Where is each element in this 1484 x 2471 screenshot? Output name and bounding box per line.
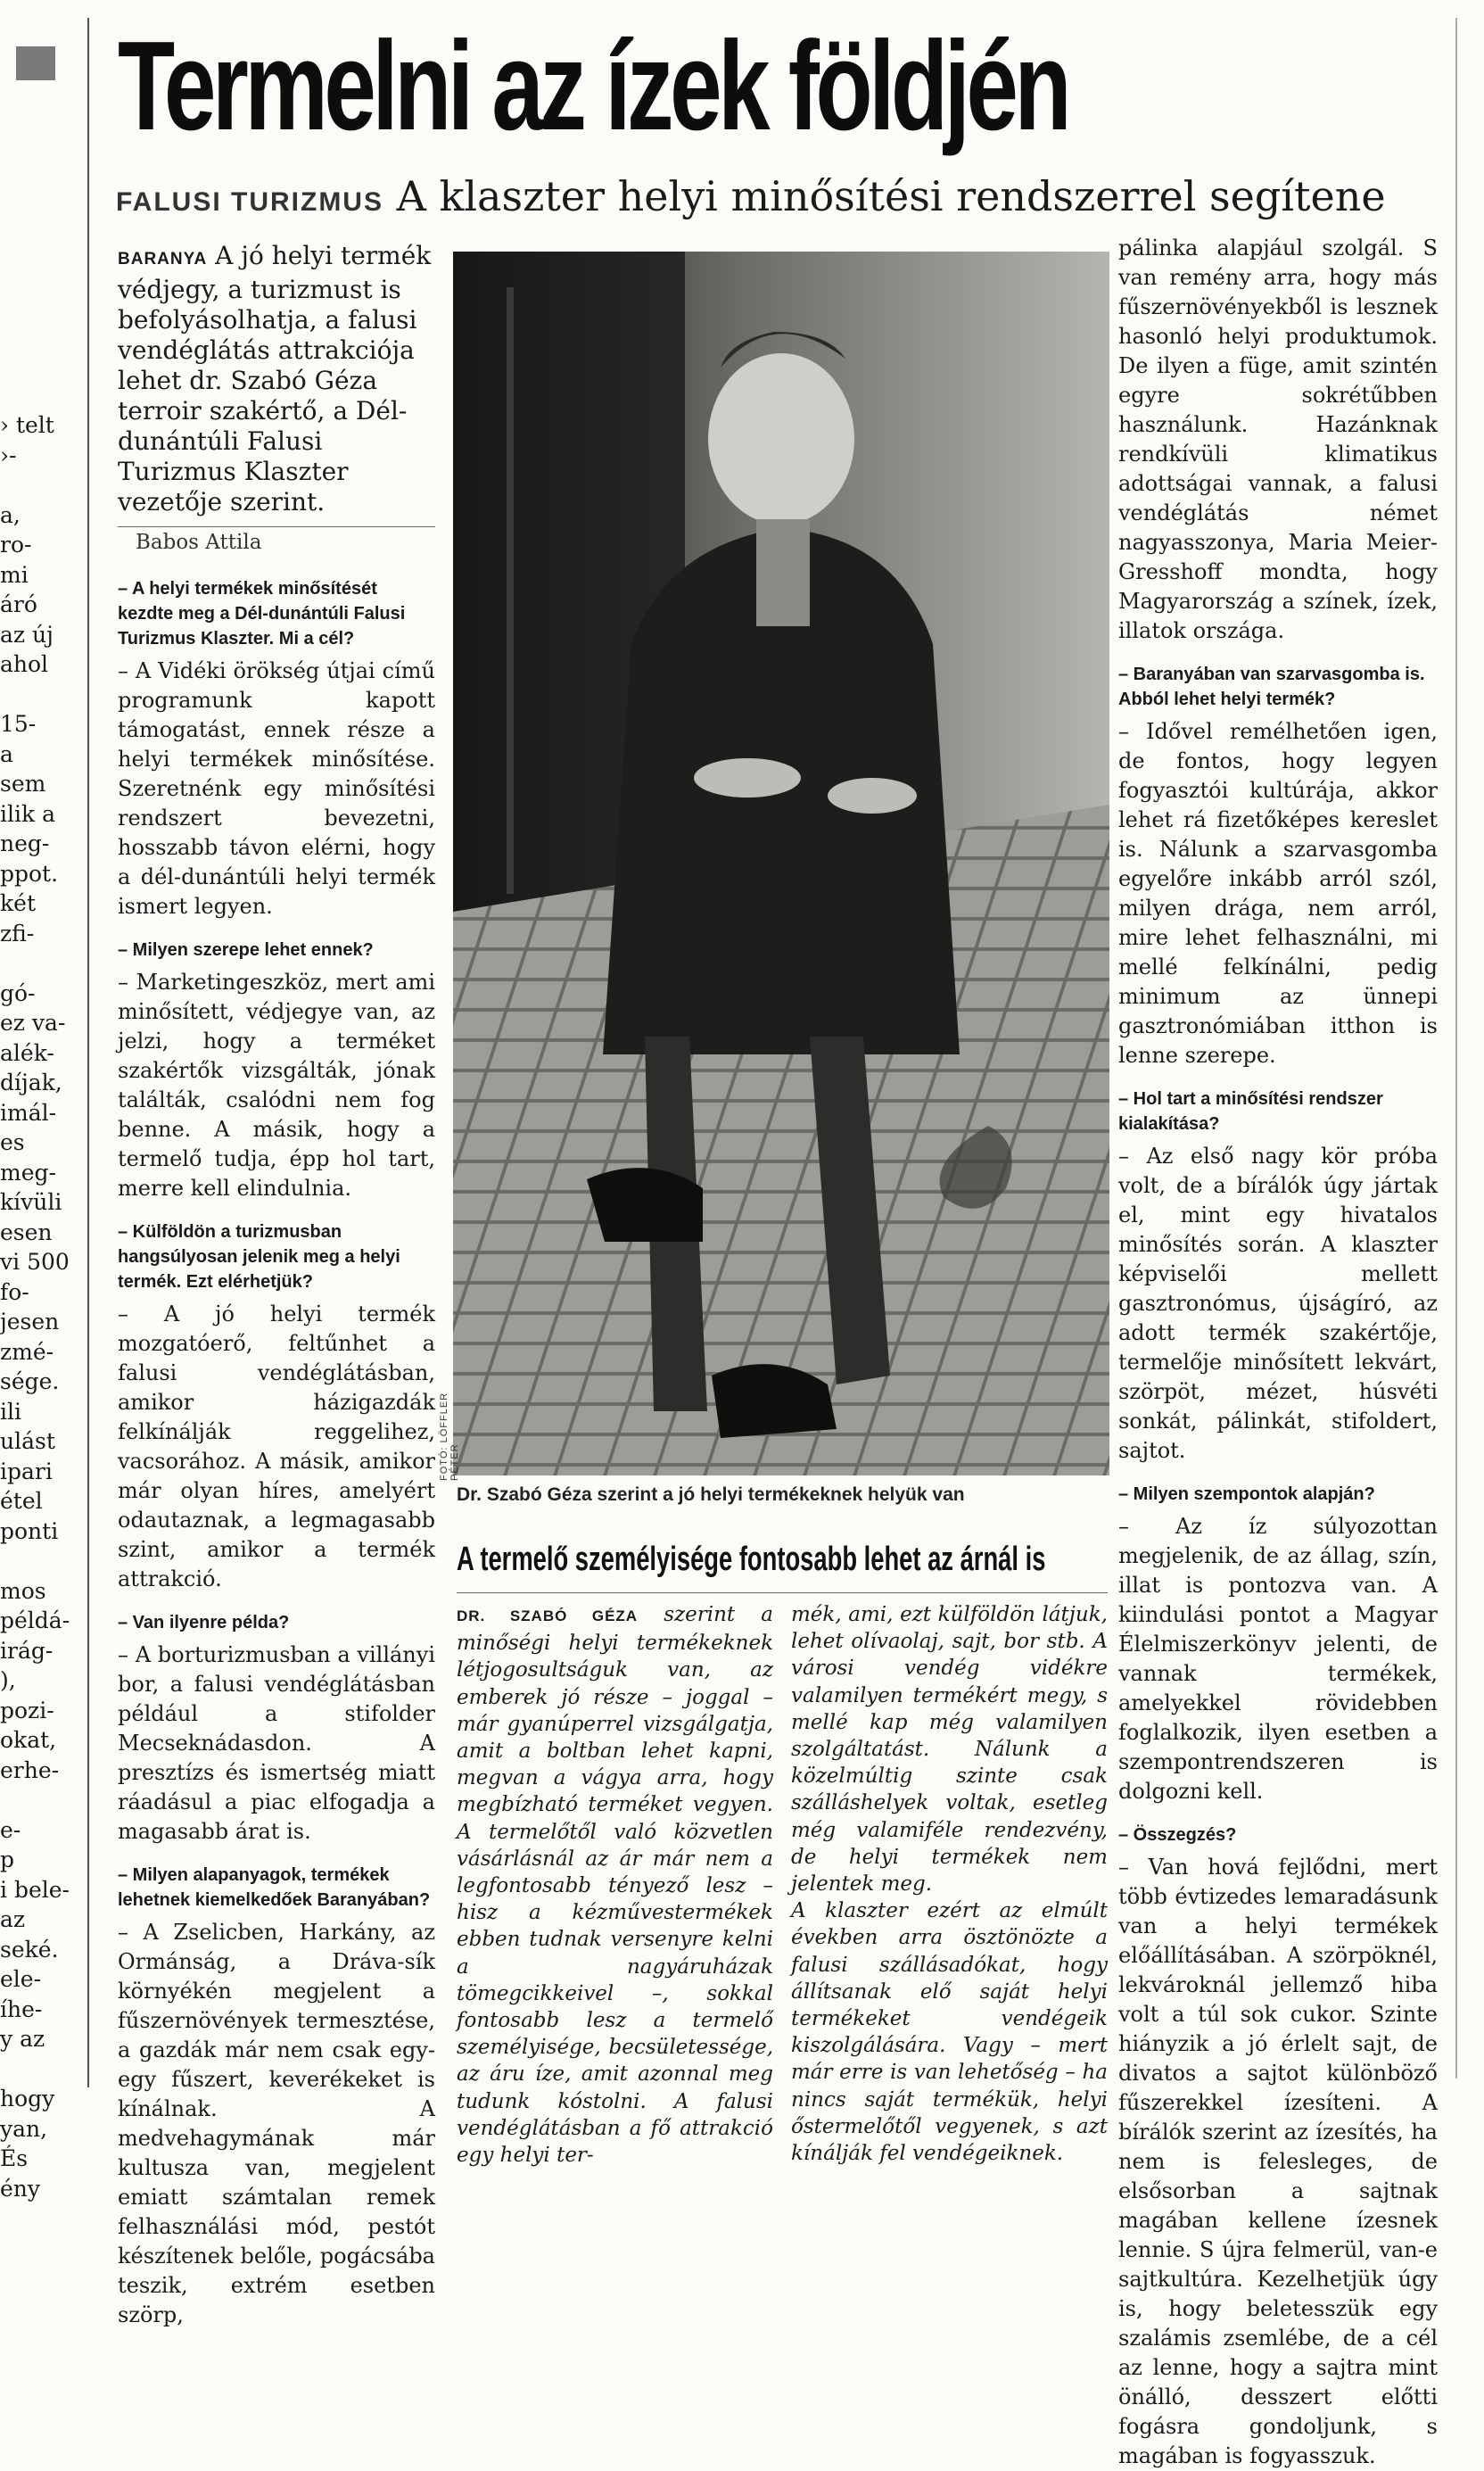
fragment-line: sem xyxy=(0,771,46,797)
answer: – Idővel remélhetően igen, de fontos, hogy legyen fogyasztói kultúrája, akkor lehet rá fizetőképes kereslet is. Nálunk a szarvasgomba egyelőre inkább arról szól, milyen drága, nem arról, mire lehet felhasználni, mi mellé felkínálni, pedig minimum az ünnepi gasztronómiában itthon is lenne szerepe. xyxy=(1118,719,1438,1068)
answer: – A jó helyi termék mozgatóerő, feltűnhet a falusi vendéglátásban, amikor házigazdák felkínálják reggelihez, vacsorához. A másik, amikor már olyan híres, amelyért odautaznak, a legmagasabb szint, amikor a termék attrakció. xyxy=(118,1302,435,1591)
interview-item xyxy=(118,938,435,1203)
subject-name: DR. SZABÓ GÉZA xyxy=(457,1607,639,1624)
fragment-line xyxy=(0,680,82,710)
fragment-line xyxy=(0,1546,82,1576)
fragment-line: fo- xyxy=(0,1278,29,1305)
interview-item xyxy=(118,1610,435,1847)
interview-left-column xyxy=(118,560,435,2330)
fragment-line: hogy xyxy=(0,2086,55,2112)
fragment-line: 15- xyxy=(0,711,37,737)
fragment-line: y az xyxy=(0,2026,45,2052)
interview-item xyxy=(1118,1822,1438,2471)
fragment-line: kívüli xyxy=(0,1189,62,1215)
page-edge-rule xyxy=(1455,18,1457,2078)
fragment-line: p xyxy=(0,1847,15,1872)
subheadline xyxy=(116,169,1386,229)
fragment-line: íhe- xyxy=(0,1996,43,2022)
interview-item xyxy=(118,576,435,921)
question: – Van ilyenre példa? xyxy=(118,1613,290,1632)
fragment-line: ipari xyxy=(0,1458,53,1484)
question: – Milyen alapanyagok, termékek lehetnek kiemelkedőek Baranyában? xyxy=(118,1865,431,1910)
fragment-line: jesen xyxy=(0,1309,60,1335)
fragment-line: a xyxy=(0,740,13,767)
fragment-line: ppot. xyxy=(0,860,59,887)
photo-illustration xyxy=(453,252,1109,1475)
author: Babos Attila xyxy=(136,531,262,554)
fragment-line: sége. xyxy=(0,1368,60,1394)
question: – Milyen szempontok alapján? xyxy=(1118,1484,1375,1504)
answer: – A borturizmusban a villányi bor, a falusi vendéglátásban például a stifolder Mecseknádasdon. A presztízs és ismertség miatt ráadásul a piac elfogadja a magasabb árat is. xyxy=(118,1642,435,1844)
fragment-line: esen xyxy=(0,1219,53,1245)
fragment-line: pozi- xyxy=(0,1697,54,1723)
fragment-line: díjak, xyxy=(0,1070,62,1095)
question: – Hol tart a minősítési rendszer kialakítása? xyxy=(1118,1089,1383,1134)
fragment-line: ény xyxy=(0,2175,41,2202)
fragment-line: ro- xyxy=(0,532,32,558)
fragment-line: neg- xyxy=(0,831,50,856)
lead-text: A jó helyi termék védjegy, a turizmust is befolyásolhatja, a falusi vendéglátás attrakciója lehet dr. Szabó Géza terroir szakértő, a Dél-dunántúli Falusi Turizmus Klaszter vezetője szerint. xyxy=(118,241,432,517)
fragment-line: vi 500 xyxy=(0,1249,70,1275)
photo-credit: FOTÓ: LÖFFLER PÉTER xyxy=(439,1392,460,1481)
question: – Külföldön a turizmusban hangsúlyosan jelenik meg a helyi termék. Ezt elérhetjük? xyxy=(118,1222,400,1292)
portrait-photo xyxy=(453,252,1109,1475)
answer: – Az íz súlyozottan megjelenik, de az állag, szín, illat is pontozva van. A kiindulási pontot a Magyar Élelmiszerkönyv jelenti, de vannak termékek, amelyekkel rövidebben foglalkozik, ilyen esetben a szempontrendszeren is dolgozni kell. xyxy=(1118,1514,1438,1804)
fragment-line: két xyxy=(0,890,36,916)
previous-article-fragment xyxy=(0,410,82,2203)
fragment-line xyxy=(0,948,82,979)
fragment-line: áró xyxy=(0,591,37,617)
fragment-line: mi xyxy=(0,561,29,588)
continued-answer: pálinka alapjául szolgál. S van remény arra, hogy más fűszernövényekből is lesznek hasonló helyi produktumok. De ilyen a füge, amit szintén egyre sokrétűbben használunk. Hazánknak rendkívüli klimatikus adottságai vannak, a falusi vendéglátás német nagyasszonya, Maria Meier-Gresshoff mondta, hogy Magyarország a színek, ízek, illatok országa. xyxy=(1118,236,1438,643)
fragment-line: mos xyxy=(0,1577,46,1604)
fragment-line: es xyxy=(0,1129,25,1155)
fragment-line: És xyxy=(0,2145,29,2171)
fragment-line: az új xyxy=(0,621,54,648)
byline-rule xyxy=(118,526,435,527)
fragment-line: ulást xyxy=(0,1428,55,1454)
fragment-line: okat, xyxy=(0,1727,57,1753)
fragment-line: irág- xyxy=(0,1637,54,1664)
answer: – A Zselicben, Harkány, az Ormánság, a Dráva-sík környékén megjelent a fűszernövények termesztése, a gazdák már nem csak egy-egy fűszert, keverékeket is kínálnak. A medvehagymának már kultusza van, megjelent emiatt számtalan remek felhasználási mód, pestót készítenek belőle, pogácsába teszik, extrém esetben szörp, xyxy=(118,1920,435,2327)
fragment-line: ›- xyxy=(0,442,17,468)
fragment-line: ez va- xyxy=(0,1010,66,1036)
fragment-line xyxy=(0,1785,82,1815)
fragment-line: étel xyxy=(0,1488,43,1514)
fragment-line: imál- xyxy=(0,1099,57,1126)
fragment-line: ilik a xyxy=(0,800,55,827)
secondary-rule xyxy=(457,1592,1108,1593)
headline: Termelni az ízek földjén xyxy=(118,15,1068,157)
secondary-column-1 xyxy=(457,1601,773,2169)
lead-place: BARANYA xyxy=(118,250,208,269)
byline xyxy=(118,526,435,554)
secondary-text-2b: A klaszter ezért az elmúlt években arra ösztönözte a falusi szállásadókat, hogy állítsanak elő saját helyi termékeket vendégeik kiszolgálására. Vagy – mert már erre is van lehetőség – ha nincs saját termékük, helyi őstermelőtől vegyenek, s azt kínálják fel vendégeiknek. xyxy=(791,1899,1108,2166)
fragment-line: ahol xyxy=(0,651,49,677)
answer: – Az első nagy kör próba volt, de a bírálók úgy jártak el, mint egy hivatalos minősítés során. A klaszter képviselői mellett gasztronómus, újságíró, az adott termék szakértője, termelője minősített lekvárt, szörpöt, mézet, húsvéti sonkát, pálinkát, stifoldert, sajtot. xyxy=(1118,1144,1438,1463)
fragment-line xyxy=(0,2054,82,2085)
answer: – A Vidéki örökség útjai című programunk kapott támogatást, ennek része a helyi termékek minősítése. Szeretnénk egy minősítési rendszert bevezetni, hosszabb távon elérni, hogy a dél-dunántúli helyi termék ismert legyen. xyxy=(118,658,435,919)
fragment-line: gó- xyxy=(0,979,36,1006)
lead-paragraph xyxy=(118,241,435,517)
fragment-line: az xyxy=(0,1906,26,1932)
interview-right-column xyxy=(1118,234,1438,2471)
fragment-line: e- xyxy=(0,1816,21,1843)
fragment-line: ili xyxy=(0,1398,21,1425)
section-kicker: FALUSI TURIZMUS xyxy=(116,187,383,217)
fragment-line: i bele- xyxy=(0,1876,70,1903)
fragment-line xyxy=(0,470,82,500)
column-divider xyxy=(87,18,89,2087)
fragment-line: példá- xyxy=(0,1607,70,1633)
fragment-line: ), xyxy=(0,1667,16,1693)
interview-item xyxy=(118,1863,435,2330)
fragment-line: ele- xyxy=(0,1966,42,1992)
question: – Baranyában van szarvasgomba is. Abból lehet helyi termék? xyxy=(1118,665,1425,709)
answer: – Marketingeszköz, mert ami minősített, védjegye van, az jelzi, hogy a terméket szakértők vizsgálták, jónak találták, csalódni nem fog benne. A másik, hogy a termelő tudja, épp hol tart, merre kell elindulnia. xyxy=(118,970,435,1201)
subtitle: A klaszter helyi minősítési rendszerrel segítene xyxy=(396,172,1386,220)
secondary-headline: A termelő személyisége fontosabb lehet az árnál is xyxy=(457,1541,1046,1578)
secondary-column-2 xyxy=(791,1601,1108,2167)
fragment-line: zfi- xyxy=(0,920,35,946)
fragment-line: seké. xyxy=(0,1936,59,1963)
interview-item xyxy=(1118,1482,1438,1806)
question: – Milyen szerepe lehet ennek? xyxy=(118,940,374,960)
interview-item xyxy=(1118,662,1438,1070)
fragment-line: ponti xyxy=(0,1517,59,1544)
question: – A helyi termékek minősítését kezdte meg a Dél-dunántúli Falusi Turizmus Klaszter. Mi a cél? xyxy=(118,579,406,649)
interview-item xyxy=(118,1219,435,1594)
interview-item xyxy=(1118,1087,1438,1466)
section-marker xyxy=(16,46,55,80)
secondary-text-2a: mék, ami, ezt külföldön látjuk, lehet olívaolaj, sajt, bor stb. A városi vendég vidékre valamilyen termékért megy, s mellé kap még valamilyen szolgáltatást. Nálunk a közelmúltig szinte csak szálláshelyek voltak, esetleg még valamiféle rendezvény, de helyi termékek nem jelentek meg. xyxy=(791,1603,1108,1897)
secondary-text-1: szerint a minőségi helyi termékeknek létjogosultságuk van, az emberek jó része – joggal – már gyanúperrel vizsgálgatja, amit a boltban lehet kapni, megvan a vágya arra, hogy megbízható terméket vegyen. A termelőtől való közvetlen vásárlásnál az ár már nem a legfontosabb tényező lesz – hisz a kézművestermékek ebben tudnak versenyre kelni a nagyáruházak tömegcikkeivel –, sokkal fontosabb lesz a termelő személyisége, becsületessége, az áru íze, amit azonnal meg tudunk kóstolni. A falusi vendéglátásban a fő attrakció egy helyi ter- xyxy=(457,1603,773,2168)
fragment-line: a, xyxy=(0,501,21,528)
fragment-line: yan, xyxy=(0,2115,48,2142)
answer: – Van hová fejlődni, mert több évtizedes lemaradásunk van a helyi termékek előállításában. A szörpöknél, lekvároknál jellemző hiba volt a túl sok cukor. Szinte hiányzik a jó érlelt sajt, de divatos a sajtot különböző fűszerekkel ízesíteni. A bírálók szerint az ízesítés, ha nem is felesleges, de elsősorban a sajtnak magában kellene ízesnek lennie. S újra felmerül, van-e sajtkultúra. Kezelhetjük úgy is, hogy beletesszük egy szalámis zsemlébe, de a cél az lenne, hogy a sajtra mint önálló, desszert előtti fogásra gondoljunk, s magában is fogyasszuk. xyxy=(1118,1855,1438,2468)
fragment-line: meg- xyxy=(0,1159,56,1186)
fragment-line: › telt xyxy=(0,412,54,438)
fragment-line: erhe- xyxy=(0,1756,60,1783)
fragment-line: zmé- xyxy=(0,1338,54,1365)
fragment-line: alék- xyxy=(0,1039,54,1066)
question: – Összegzés? xyxy=(1118,1825,1237,1845)
photo-caption: Dr. Szabó Géza szerint a jó helyi termékeknek helyük van xyxy=(457,1484,965,1505)
